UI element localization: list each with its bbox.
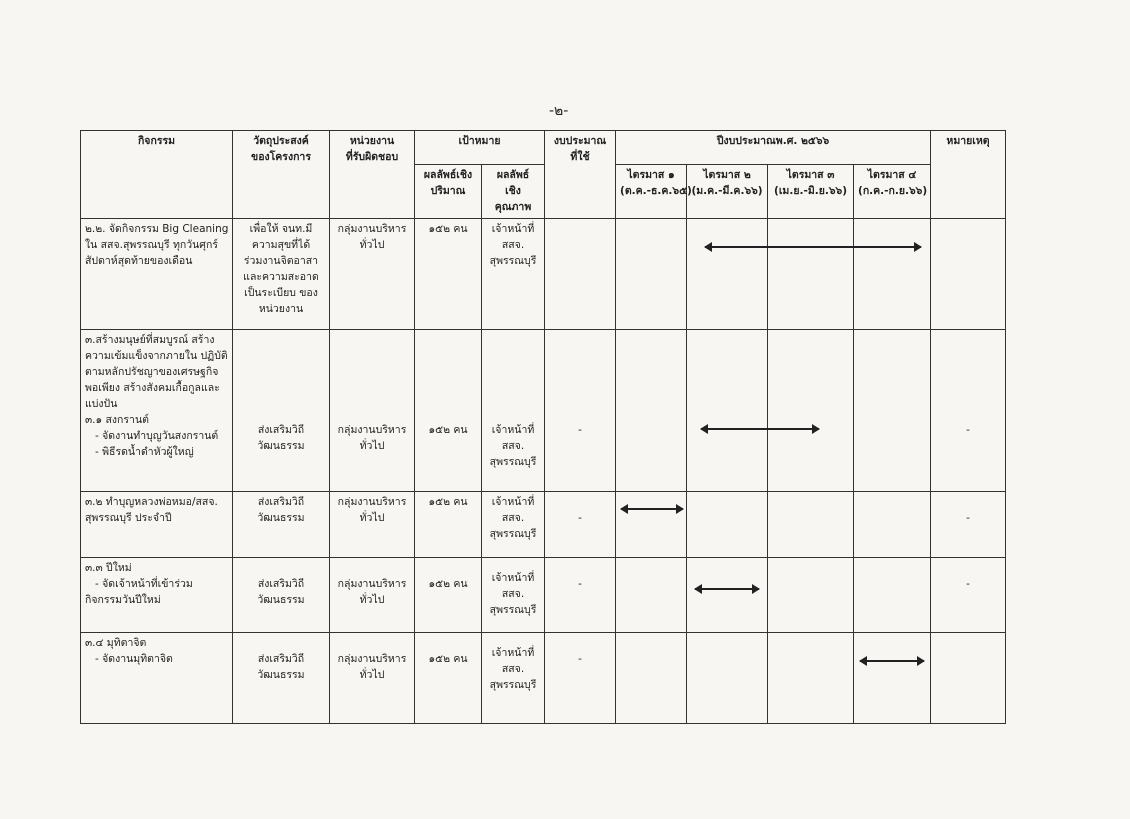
objective-cell: ส่งเสริมวิถี วัฒนธรรม [233,558,330,633]
q4-cell [854,219,931,330]
timeline-arrow-q1 [621,508,683,510]
q1-cell [616,219,687,330]
q4-cell [854,492,931,558]
quantity-cell: ๑๕๒ คน [415,330,482,492]
quality-cell: เจ้าหน้าที่ สสจ. สุพรรณบุรี [482,330,545,492]
q3-cell [768,633,854,724]
quality-cell: เจ้าหน้าที่ สสจ. สุพรรณบุรี [482,219,545,330]
table-row [81,492,1006,558]
q1-cell [616,558,687,633]
header-remark: หมายเหตุ [931,131,1006,219]
quantity-cell: ๑๕๒ คน [415,558,482,633]
quantity-cell: ๑๕๒ คน [415,219,482,330]
quality-cell: เจ้าหน้าที่ สสจ. สุพรรณบุรี [482,558,545,633]
unit-cell: กลุ่มงานบริหาร ทั่วไป [330,492,415,558]
q2-cell [687,633,768,724]
header-q1: ไตรมาส ๑ (ต.ค.-ธ.ค.๖๕) [616,165,687,219]
quality-cell: เจ้าหน้าที่ สสจ. สุพรรณบุรี [482,633,545,724]
activity-cell: ๒.๒. จัดกิจกรรม Big Cleaning ใน สสจ.สุพรรณบุรี ทุกวันศุกร์ สัปดาห์สุดท้ายของเดือน [81,219,233,330]
budget-cell [545,219,616,330]
q2-cell [687,330,768,492]
unit-cell: กลุ่มงานบริหาร ทั่วไป [330,330,415,492]
q3-cell [768,558,854,633]
unit-cell: กลุ่มงานบริหาร ทั่วไป [330,633,415,724]
header-row-1 [81,131,1006,165]
header-q3: ไตรมาส ๓ (เม.ย.-มิ.ย.๖๖) [768,165,854,219]
activity-cell: ๓.๔ มุทิตาจิต - จัดงานมุทิตาจิต [81,633,233,724]
remark-cell: - [931,330,1006,492]
header-q4: ไตรมาส ๔ (ก.ค.-ก.ย.๖๖) [854,165,931,219]
activity-cell: ๓.๓ ปีใหม่ - จัดเจ้าหน้าที่เข้าร่วม กิจกรรมวันปีใหม่ [81,558,233,633]
objective-cell: เพื่อให้ จนท.มี ความสุขที่ได้ ร่วมงานจิตอาสา และความสะอาด เป็นระเบียบ ของ หน่วยงาน [233,219,330,330]
q4-cell [854,633,931,724]
budget-cell: - [545,558,616,633]
remark-cell [931,633,1006,724]
header-activity: กิจกรรม [81,131,233,219]
header-unit: หน่วยงาน ที่รับผิดชอบ [330,131,415,219]
q2-cell [687,492,768,558]
q3-cell [768,330,854,492]
timeline-arrow-q4 [860,660,924,662]
header-quantity: ผลลัพธ์เชิง ปริมาณ [415,165,482,219]
budget-cell: - [545,633,616,724]
header-q2: ไตรมาส ๒ (ม.ค.-มี.ค.๖๖) [687,165,768,219]
unit-cell: กลุ่มงานบริหาร ทั่วไป [330,219,415,330]
budget-cell: - [545,330,616,492]
q4-cell [854,558,931,633]
header-quality: ผลลัพธ์ เชิง คุณภาพ [482,165,545,219]
q1-cell [616,633,687,724]
table-row [81,633,1006,724]
remark-cell [931,219,1006,330]
table-row [81,330,1006,492]
q2-cell [687,219,768,330]
quality-cell: เจ้าหน้าที่ สสจ. สุพรรณบุรี [482,492,545,558]
activity-cell: ๓.สร้างมนุษย์ที่สมบูรณ์ สร้าง ความเข้มแข็งจากภายใน ปฏิบัติ ตามหลักปรัชญาของเศรษฐกิจ พอเพียง สร้างสังคมเกื้อกูลและ แบ่งปัน ๓.๑ สงกรานต์ - จัดงานทำบุญวันสงกรานต์ - พิธีรดน้ำดำหัวผู้ใหญ่ [81,330,233,492]
remark-cell: - [931,492,1006,558]
objective-cell: ส่งเสริมวิถี วัฒนธรรม [233,633,330,724]
table-row [81,219,1006,330]
q3-cell [768,492,854,558]
remark-cell: - [931,558,1006,633]
q4-cell [854,330,931,492]
table-row [81,558,1006,633]
unit-cell: กลุ่มงานบริหาร ทั่วไป [330,558,415,633]
budget-cell: - [545,492,616,558]
activity-plan-table [80,130,1006,724]
q1-cell [616,330,687,492]
activity-cell: ๓.๒ ทำบุญหลวงพ่อหมอ/สสจ. สุพรรณบุรี ประจำปี [81,492,233,558]
quantity-cell: ๑๕๒ คน [415,633,482,724]
header-budget: งบประมาณ ที่ใช้ [545,131,616,219]
timeline-arrow-q2 [695,588,759,590]
page-number: -๒- [549,103,569,119]
header-target: เป้าหมาย [415,131,545,165]
objective-cell: ส่งเสริมวิถี วัฒนธรรม [233,492,330,558]
q3-cell [768,219,854,330]
header-fiscal-year: ปีงบประมาณพ.ศ. ๒๕๖๖ [616,131,931,165]
quantity-cell: ๑๕๒ คน [415,492,482,558]
objective-cell: ส่งเสริมวิถี วัฒนธรรม [233,330,330,492]
q2-cell [687,558,768,633]
q1-cell [616,492,687,558]
header-objective: วัตถุประสงค์ ของโครงการ [233,131,330,219]
